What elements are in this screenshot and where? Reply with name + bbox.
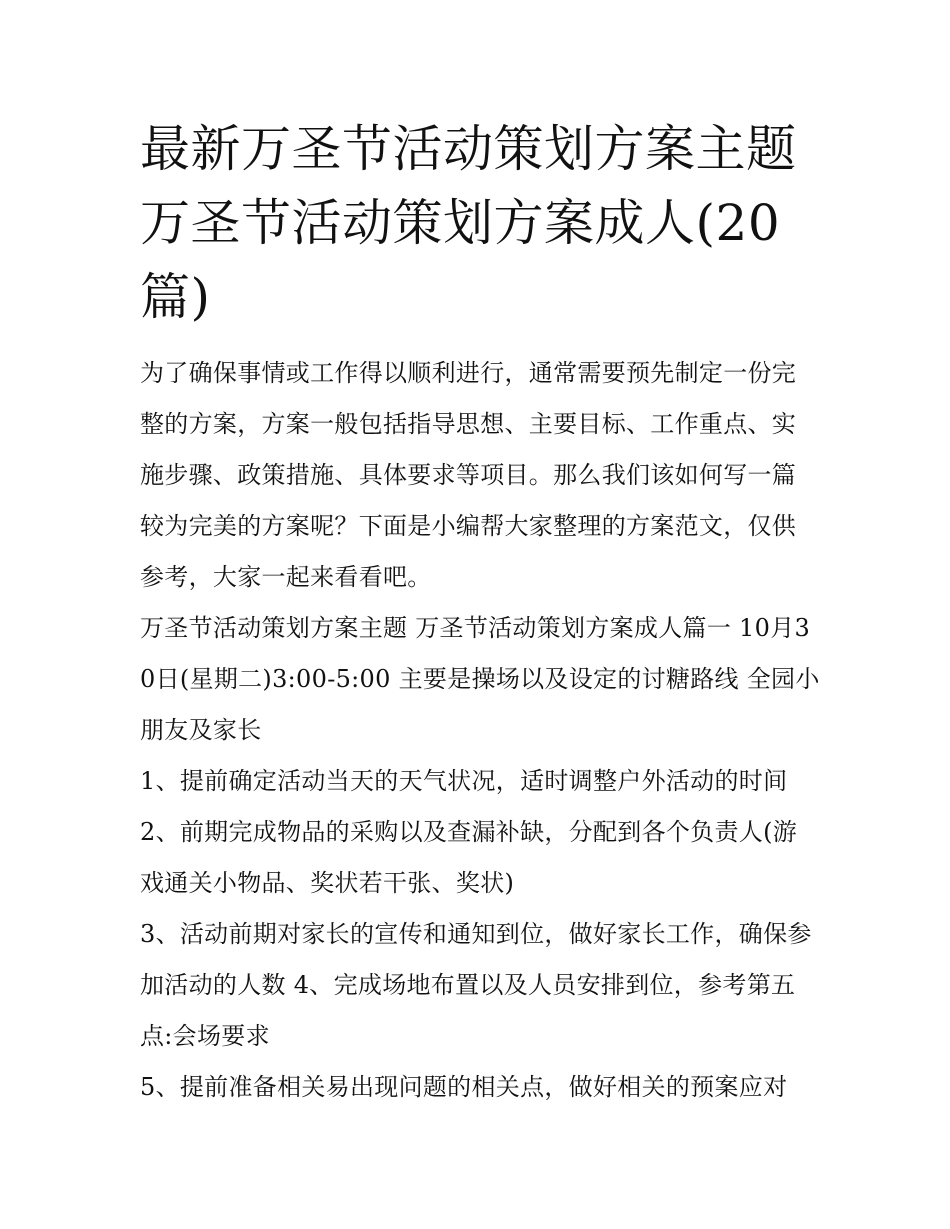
list-item-2: 2、前期完成物品的采购以及查漏补缺，分配到各个负责人(游戏通关小物品、奖状若干张、奖状)	[140, 818, 798, 897]
section-one-paragraph: 万圣节活动策划方案主题 万圣节活动策划方案成人篇一 10月30日(星期二)3:00-5:00 主要是操场以及设定的讨糖路线 全园小朋友及家长	[140, 614, 820, 744]
list-item-5: 5、提前准备相关易出现问题的相关点，做好相关的预案应对	[140, 1073, 788, 1101]
document-body	[140, 112, 820, 1113]
intro-paragraph: 为了确保事情或工作得以顺利进行，通常需要预先制定一份完整的方案，方案一般包括指导思想、主要目标、工作重点、实施步骤、政策措施、具体要求等项目。那么我们该如何写一篇较为完美的方案呢？下面是小编帮大家整理的方案范文，仅供参考，大家一起来看看吧。	[140, 359, 797, 591]
document-title: 最新万圣节活动策划方案主题 万圣节活动策划方案成人(20篇)	[140, 120, 797, 326]
list-item-1: 1、提前确定活动当天的天气状况，适时调整户外活动的时间	[140, 767, 788, 795]
list-item-3: 3、活动前期对家长的宣传和通知到位，做好家长工作，确保参加活动的人数 4、完成场地布置以及人员安排到位，参考第五点:会场要求	[140, 920, 812, 1050]
